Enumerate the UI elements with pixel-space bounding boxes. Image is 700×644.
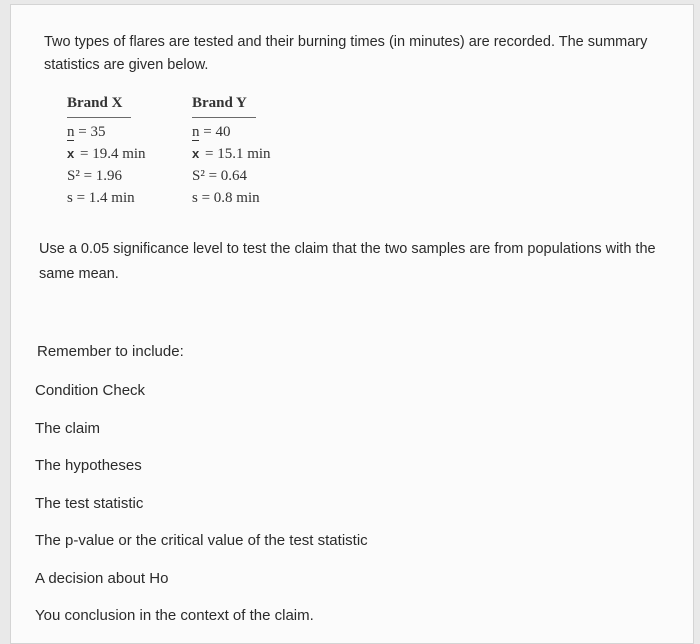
list-item: The claim	[35, 419, 101, 437]
list-item: Condition Check	[35, 382, 146, 399]
brand-y-n: n = 40	[192, 124, 231, 140]
brand-x-stats	[67, 95, 146, 209]
brand-y-sd: s = 0.8 min	[192, 190, 260, 206]
brand-y-mean-row	[192, 143, 271, 165]
xbar-symbol: x	[67, 143, 74, 165]
brand-x-sd: s = 1.4 min	[67, 190, 135, 206]
list-item: A decision about Ho	[35, 569, 169, 587]
brand-x-n: n = 35	[67, 124, 106, 140]
problem-card	[10, 4, 694, 644]
remember-list	[35, 381, 368, 644]
brand-x-mean: = 19.4 min	[79, 146, 146, 162]
list-item: The p-value or the critical value of the test statistic	[35, 532, 368, 549]
brand-x-variance: S² = 1.96	[67, 168, 123, 184]
remember-heading: Remember to include:	[37, 343, 184, 360]
brand-y-mean: = 15.1 min	[204, 146, 271, 162]
brand-x-mean-row	[67, 143, 146, 165]
brand-y-stats	[192, 95, 271, 209]
list-item: You conclusion in the context of the claim.	[35, 607, 314, 624]
xbar-symbol: x	[192, 143, 199, 165]
problem-intro: Two types of flares are tested and their burning times (in minutes) are recorded. The summary statistics are given below.	[44, 34, 648, 73]
list-item: The test statistic	[35, 494, 144, 512]
brand-x-header: Brand X	[67, 95, 131, 118]
brand-y-header: Brand Y	[192, 95, 256, 118]
problem-question: Use a 0.05 significance level to test the claim that the two samples are from populations with the same mean.	[39, 241, 656, 282]
brand-y-variance: S² = 0.64	[192, 168, 248, 184]
list-item: The hypotheses	[35, 457, 142, 474]
